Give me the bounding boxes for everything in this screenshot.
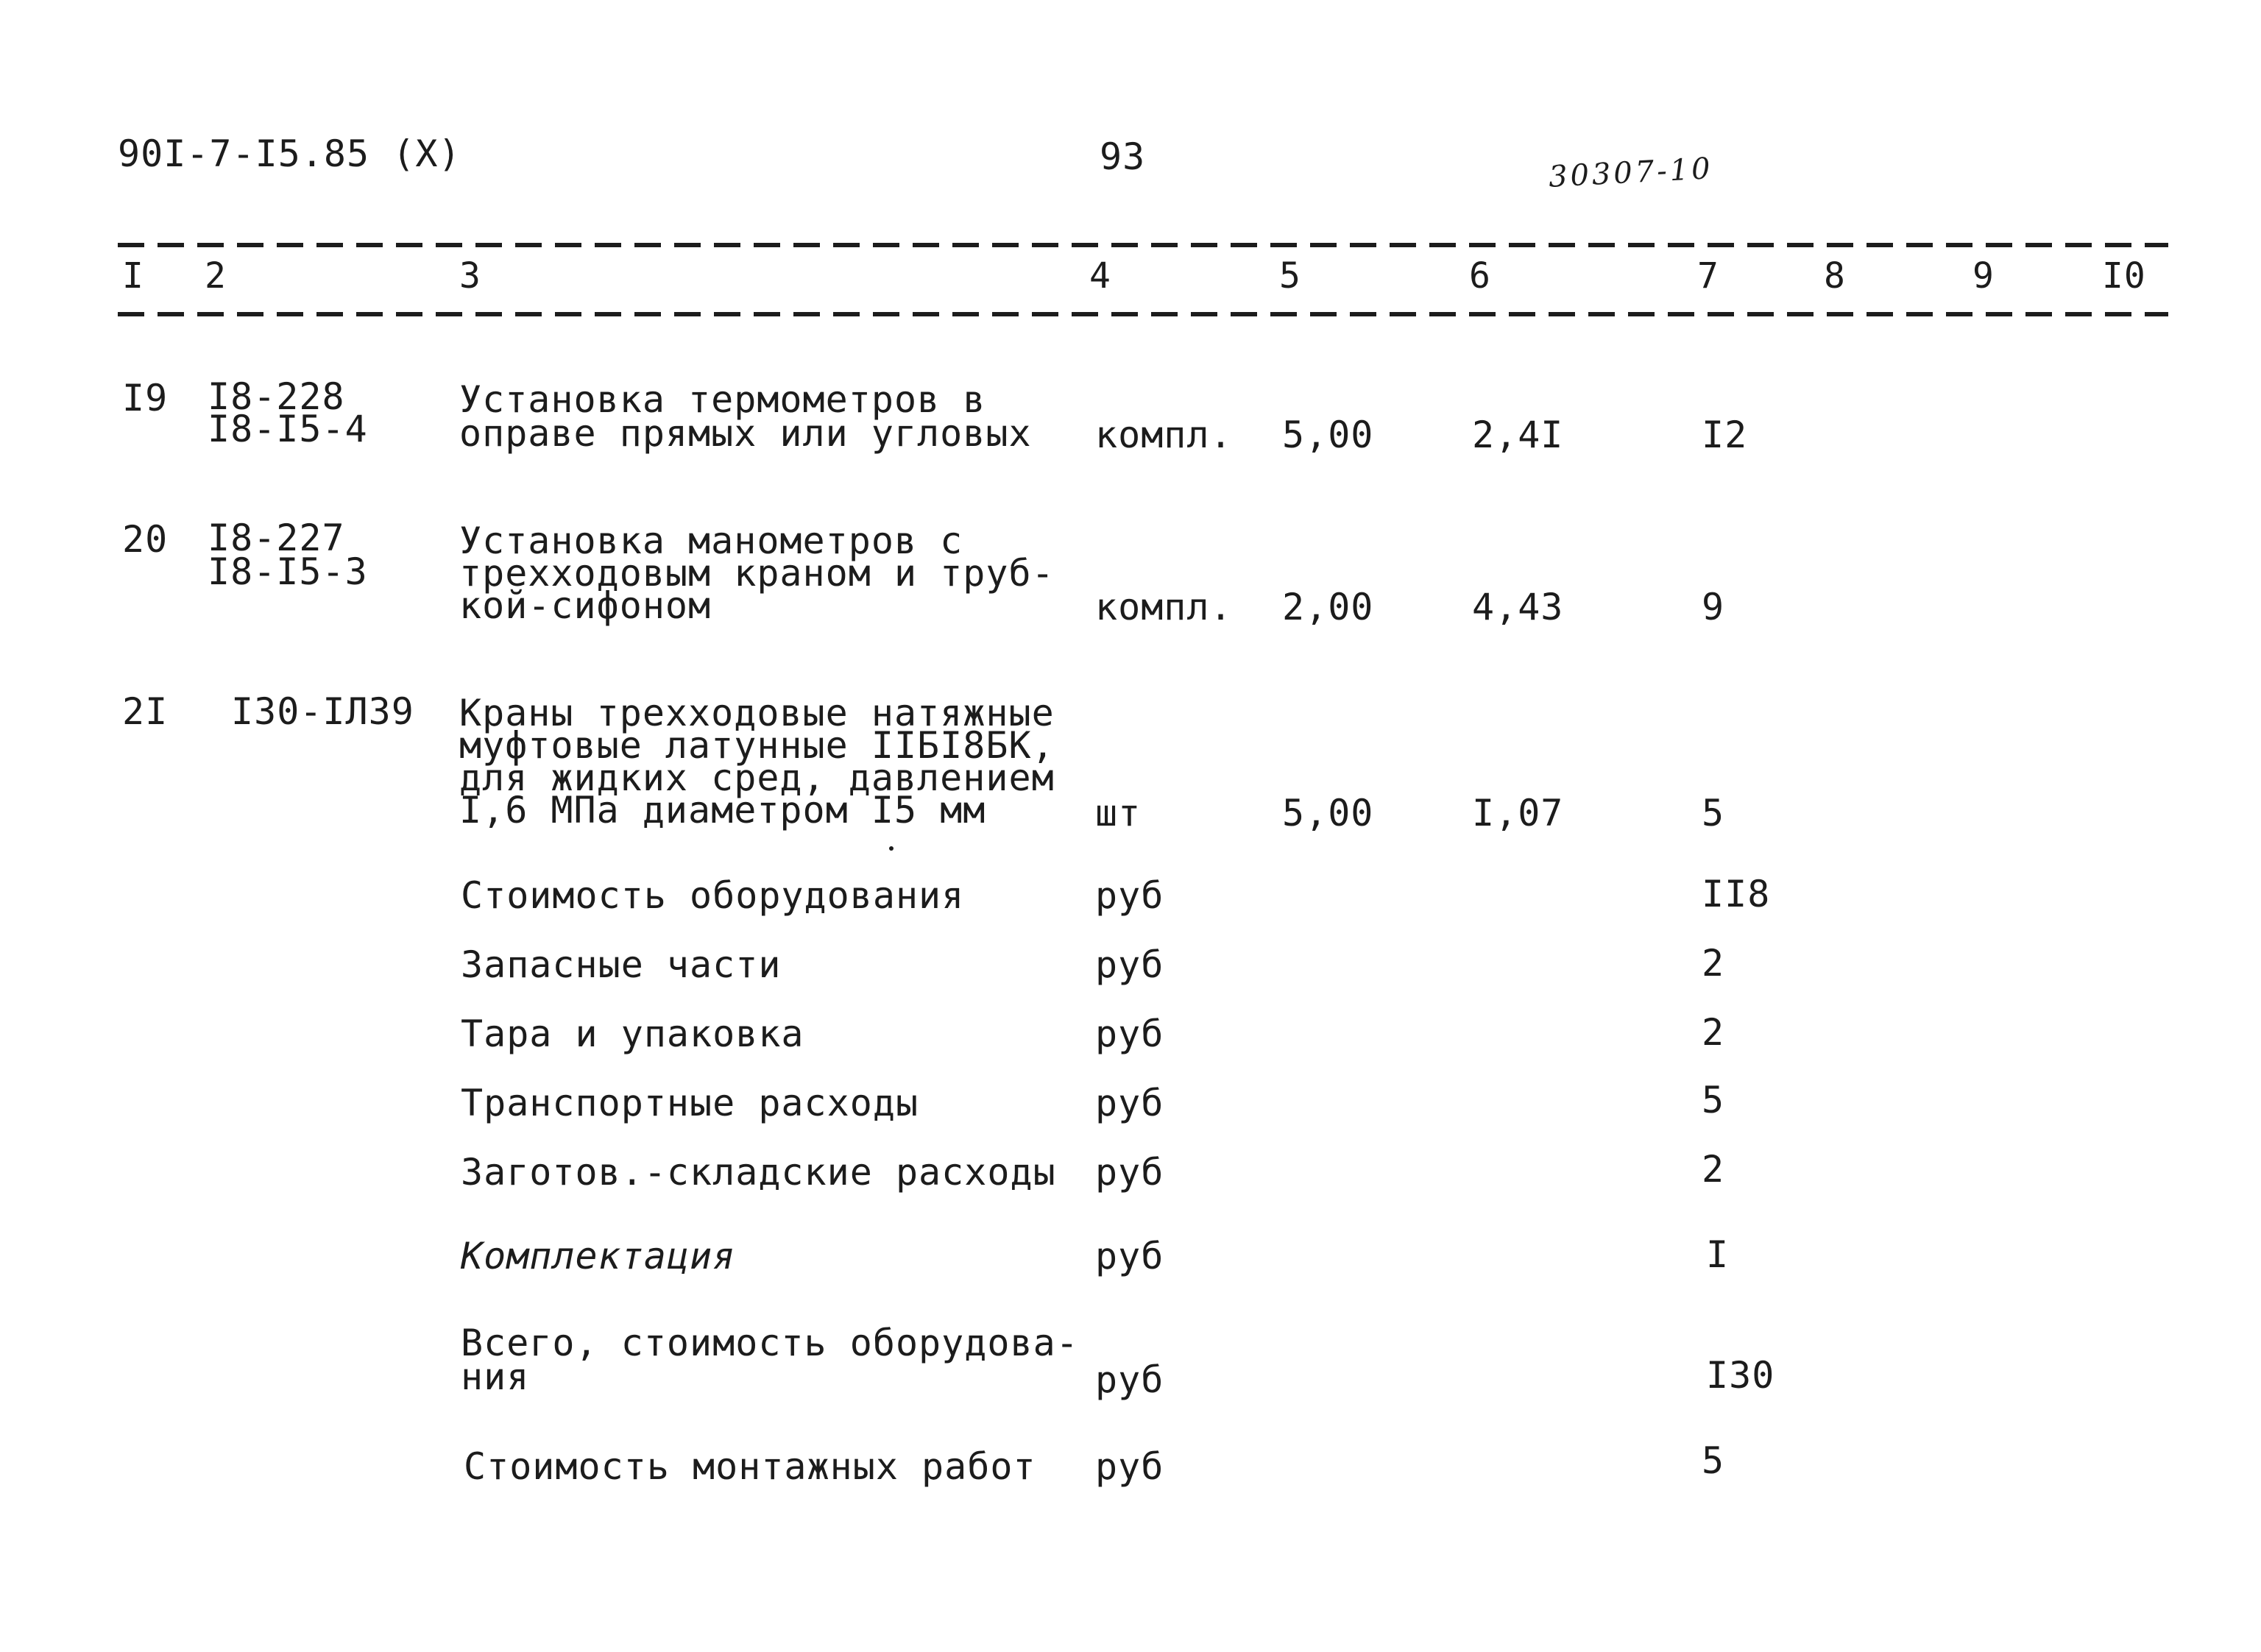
summary-total: I [1706,1233,1730,1276]
row-price: 4,43 [1472,586,1564,628]
row-number: 2I [122,690,169,733]
column-header-4: 4 [1089,255,1111,297]
column-header-8: 8 [1824,255,1846,297]
row-total: I2 [1702,414,1748,456]
header-rule-bottom [118,312,2168,316]
row-unit: компл. [1095,586,1233,628]
summary-label: Стоимость монтажных работ [464,1445,1036,1488]
row-description: Установка термометров в [459,378,986,421]
row-description: кой-сифоном [459,584,712,627]
row-description: Установка манометров с [459,520,963,562]
header-rule-top [118,243,2168,247]
summary-total: 5 [1702,1439,1725,1482]
column-header-9: 9 [1972,255,1995,297]
summary-label: Всего, стоимость оборудова- [461,1322,1079,1364]
summary-label: Комплектация [461,1235,736,1277]
column-header-3: 3 [459,255,481,297]
summary-unit: руб [1095,1082,1164,1124]
document-code: 90I-7-I5.85 (X) [118,132,461,175]
summary-label: ния [461,1355,530,1398]
page-number: 93 [1100,135,1146,178]
summary-total: 2 [1702,1148,1725,1191]
summary-total: I30 [1706,1354,1775,1397]
summary-label: Транспортные расходы [461,1082,919,1124]
summary-unit: руб [1095,1151,1164,1194]
row-price: 2,4I [1472,414,1564,456]
row-code: I8-I5-3 [208,550,368,593]
row-description: I,6 МПа диаметром I5 мм [459,789,986,832]
summary-unit: руб [1095,1235,1164,1277]
row-code: I8-227 [208,517,345,559]
summary-unit: руб [1095,1013,1164,1055]
row-code: I8-I5-4 [208,408,368,450]
summary-label: Запасные части [461,943,782,986]
row-total: 9 [1702,586,1725,628]
row-code: I8-228 [208,375,345,418]
column-header-1: I [122,255,144,297]
handwritten-note: 30307-10 [1547,152,1714,194]
row-number: I9 [122,377,169,419]
row-number: 20 [122,518,169,561]
row-code: I30-IЛ39 [231,690,414,733]
column-header-7: 7 [1697,255,1719,297]
column-header-2: 2 [205,255,227,297]
row-description: трехходовым краном и труб- [459,552,1055,595]
row-description: оправе прямых или угловых [459,412,1032,455]
summary-total: 5 [1702,1079,1725,1121]
column-header-10: I0 [2102,255,2146,297]
summary-label: Тара и упаковка [461,1013,804,1055]
row-unit: компл. [1095,414,1233,456]
row-price: I,07 [1472,792,1564,834]
summary-total: 2 [1702,1011,1725,1054]
column-header-6: 6 [1469,255,1491,297]
summary-label: Стоимость оборудования [461,874,965,917]
row-total: 5 [1702,792,1725,834]
column-header-5: 5 [1279,255,1301,297]
summary-unit: руб [1095,874,1164,917]
row-unit: шт [1095,792,1142,834]
row-description: муфтовые латунные IIБI8БК, [459,724,1055,767]
row-quantity: 5,00 [1282,792,1374,834]
stray-mark [889,846,894,851]
row-description: для жидких сред, давлением [459,756,1055,799]
summary-total: 2 [1702,942,1725,985]
summary-unit: руб [1095,1445,1164,1488]
row-quantity: 2,00 [1282,586,1374,628]
summary-total: II8 [1702,873,1771,915]
summary-unit: руб [1095,1358,1164,1401]
row-quantity: 5,00 [1282,414,1374,456]
summary-unit: руб [1095,943,1164,986]
row-description: Краны трехходовые натяжные [459,692,1055,734]
summary-label: Заготов.-складские расходы [461,1151,1056,1194]
